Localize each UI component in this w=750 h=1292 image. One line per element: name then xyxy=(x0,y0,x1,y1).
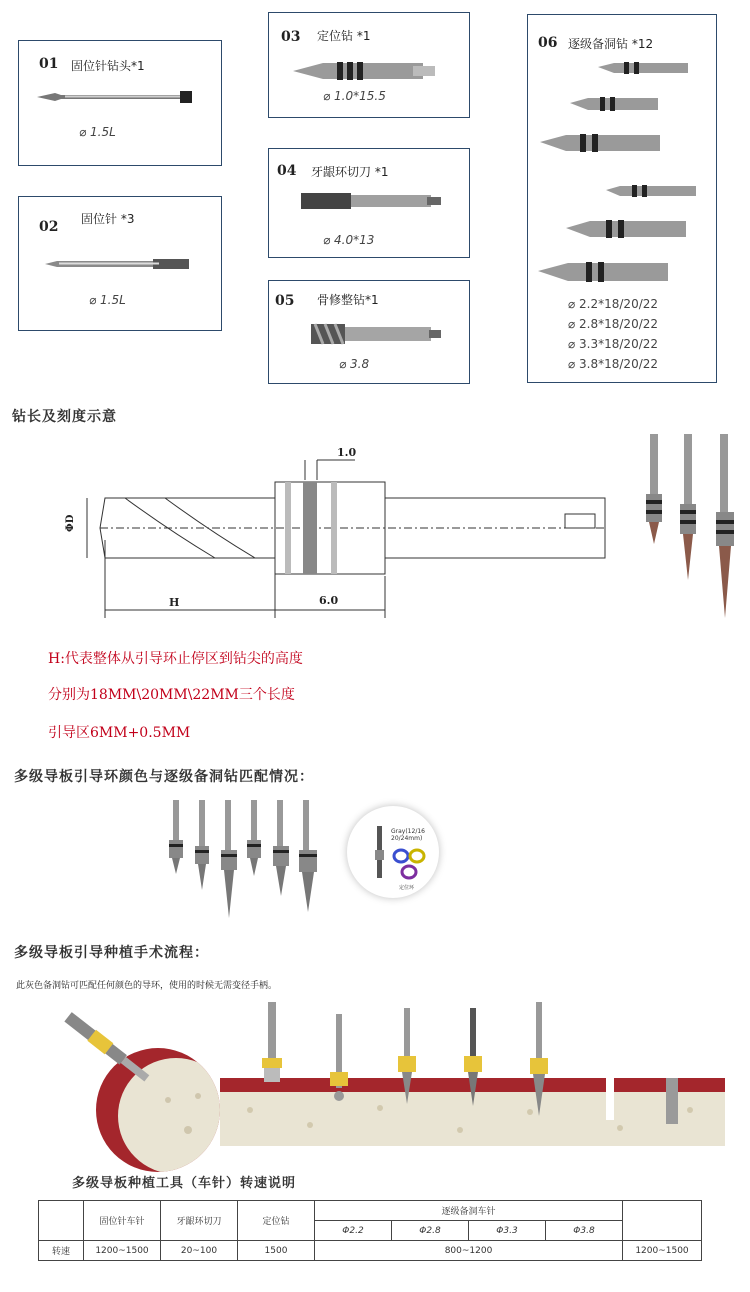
bone-profile-drill-image xyxy=(311,321,451,347)
section-title-color-match: 多级导板引导环颜色与逐级备洞钻匹配情况： xyxy=(14,769,314,785)
note-line-2: 分别为18MM\20MM\22MM三个长度 xyxy=(48,687,295,703)
twist-drill-set-image xyxy=(538,59,708,289)
table-cell xyxy=(39,1201,84,1241)
tool-size: ⌀ 4.0*13 xyxy=(323,233,375,247)
tool-name: 定位钻 *1 xyxy=(317,29,371,43)
tool-name: 固位针钻头*1 xyxy=(71,59,145,73)
retention-pin-image xyxy=(43,254,203,274)
tool-size: ⌀ 1.0*15.5 xyxy=(323,89,386,103)
tool-size: ⌀ 3.8 xyxy=(339,357,370,371)
tool-box-05 xyxy=(268,280,470,384)
table-cell: 1200~1500 xyxy=(84,1241,161,1261)
table-cell: Φ2.8 xyxy=(392,1221,469,1241)
tool-box-03 xyxy=(268,12,470,118)
table-cell: 逐级备洞车针 xyxy=(315,1201,623,1221)
table-cell: Φ2.2 xyxy=(315,1221,392,1241)
tool-name: 骨修整钻*1 xyxy=(317,293,379,307)
table-cell: 固位针车针 xyxy=(84,1201,161,1241)
table-cell: 1200~1500 xyxy=(623,1241,702,1261)
dim-guide-label: 6.0 xyxy=(319,594,339,607)
tool-name: 逐级备洞钻 *12 xyxy=(568,37,654,51)
guide-rings-image xyxy=(347,806,439,898)
tool-number: 05 xyxy=(275,293,295,309)
tool-size: ⌀ 1.5L xyxy=(89,293,126,307)
table-cell: 800~1200 xyxy=(315,1241,623,1261)
table-cell: 定位钻 xyxy=(238,1201,315,1241)
tool-box-01 xyxy=(18,40,222,166)
section-title-drill-length: 钻长及刻度示意 xyxy=(12,409,117,425)
dim-top-label: 1.0 xyxy=(337,446,357,459)
tool-number: 02 xyxy=(39,219,59,235)
note-line-1: H:代表整体从引导环止停区到钻尖的高度 xyxy=(48,651,303,667)
three-drill-length-image xyxy=(640,434,750,624)
tool-size: ⌀ 3.8*18/20/22 xyxy=(568,357,659,371)
process-subtitle: 此灰色备洞钻可匹配任何颜色的导环，使用的时候无需变径手柄。 xyxy=(16,981,278,991)
tool-number: 01 xyxy=(39,56,59,72)
tool-name: 固位针 *3 xyxy=(81,212,135,226)
table-cell: 转速 xyxy=(39,1241,84,1261)
tool-size: ⌀ 1.5L xyxy=(79,125,116,139)
table-header-row xyxy=(39,1201,702,1221)
dim-h-label: H xyxy=(169,596,180,609)
positioning-drill-image xyxy=(293,59,443,83)
table-row xyxy=(39,1241,702,1261)
dim-d-label: ΦD xyxy=(65,514,76,532)
table-cell: 牙龈环切刀 xyxy=(161,1201,238,1241)
tool-size: ⌀ 2.2*18/20/22 xyxy=(568,297,659,311)
table-cell xyxy=(623,1201,702,1241)
guide-ring-label: Gray(12/16 20/24mm) xyxy=(391,828,425,842)
tool-size: ⌀ 3.3*18/20/22 xyxy=(568,337,659,351)
table-cell: 1500 xyxy=(238,1241,315,1261)
retention-pin-drill-image xyxy=(35,87,195,107)
speed-table-title: 多级导板种植工具（车针）转速说明 xyxy=(72,1176,297,1191)
note-line-3: 引导区6MM+0.5MM xyxy=(48,725,191,741)
tissue-punch-image xyxy=(301,189,451,213)
drill-dimension-diagram xyxy=(55,440,615,640)
drill-color-match-image xyxy=(165,800,325,930)
tool-box-06 xyxy=(527,14,717,383)
table-cell: Φ3.8 xyxy=(546,1221,623,1241)
speed-table xyxy=(38,1200,702,1261)
table-cell: 20~100 xyxy=(161,1241,238,1261)
process-steps-image xyxy=(220,1000,725,1145)
guide-ring-circle xyxy=(347,806,439,898)
tool-box-04 xyxy=(268,148,470,258)
section-title-process: 多级导板引导种植手术流程： xyxy=(14,945,209,961)
guide-ring-sublabel: 定位环 xyxy=(399,885,415,891)
tool-number: 04 xyxy=(277,163,297,179)
process-closeup-image xyxy=(48,1010,223,1155)
tool-number: 03 xyxy=(281,29,301,45)
tool-number: 06 xyxy=(538,35,558,51)
tool-name: 牙龈环切刀 *1 xyxy=(311,165,389,179)
tool-box-02 xyxy=(18,196,222,331)
tool-size: ⌀ 2.8*18/20/22 xyxy=(568,317,659,331)
table-cell: Φ3.3 xyxy=(469,1221,546,1241)
